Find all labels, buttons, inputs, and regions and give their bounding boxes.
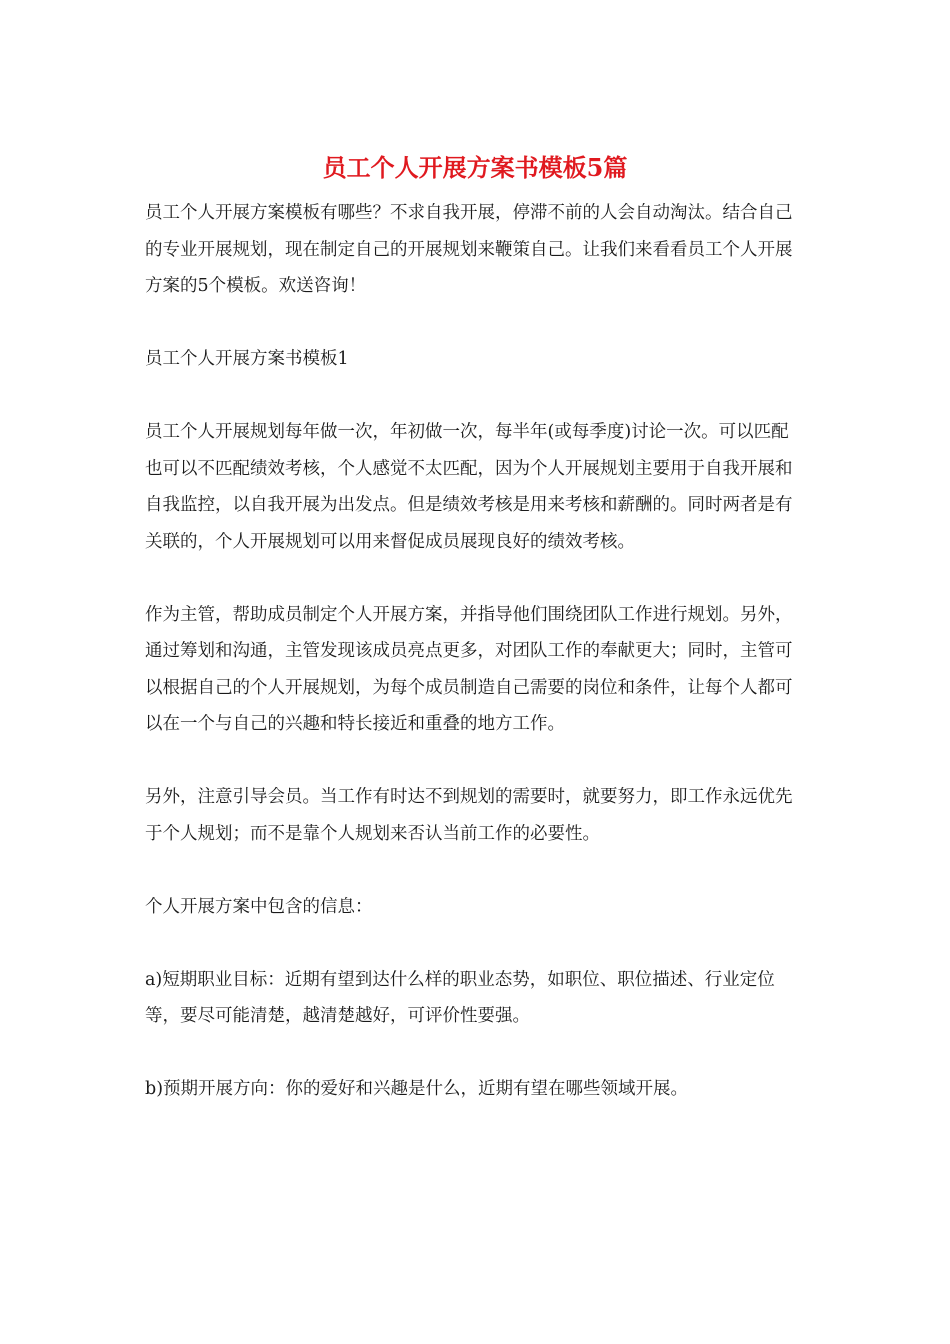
document-body — [145, 195, 800, 1144]
list-item: b)预期开展方向：你的爱好和兴趣是什么，近期有望在哪些领域开展。 — [145, 1079, 689, 1099]
body-paragraph: 员工个人开展规划每年做一次，年初做一次，每半年(或每季度)讨论一次。可以匹配也可以不匹配绩效考核，个人感觉不太匹配，因为个人开展规划主要用于自我开展和自我监控，以自我开展为出发点。但是绩效考核是用来考核和薪酬的。同时两者是有关联的，个人开展规划可以用来督促成员展现良好的绩效考核。 — [145, 422, 793, 552]
list-item: a)短期职业目标：近期有望到达什么样的职业态势，如职位、职位描述、行业定位等，要尽可能清楚，越清楚越好，可评价性要强。 — [145, 969, 775, 1026]
body-paragraph: 作为主管，帮助成员制定个人开展方案，并指导他们围绕团队工作进行规划。另外，通过筹划和沟通，主管发现该成员亮点更多，对团队工作的奉献更大；同时，主管可以根据自己的个人开展规划，为每个成员制造自己需要的岗位和条件，让每个人都可以在一个与自己的兴趣和特长接近和重叠的地方工作。 — [145, 604, 793, 734]
list-intro: 个人开展方案中包含的信息： — [145, 896, 373, 917]
intro-paragraph: 员工个人开展方案模板有哪些？不求自我开展，停滞不前的人会自动淘汰。结合自己的专业开展规划，现在制定自己的开展规划来鞭策自己。让我们来看看员工个人开展方案的5个模板。欢送咨询！ — [145, 203, 793, 296]
document-title: 员工个人开展方案书模板5篇 — [322, 153, 628, 182]
body-paragraph: 另外，注意引导会员。当工作有时达不到规划的需要时，就要努力，即工作永远优先于个人规划；而不是靠个人规划来否认当前工作的必要性。 — [145, 787, 793, 844]
section-heading: 员工个人开展方案书模板1 — [145, 349, 349, 369]
